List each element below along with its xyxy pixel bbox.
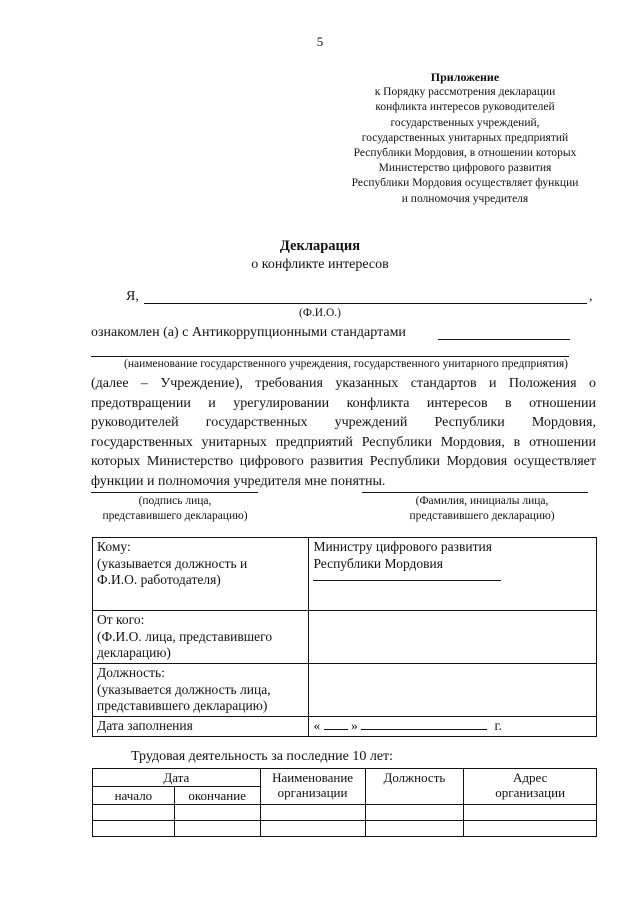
cell-text: Адрес [512,770,548,785]
standards-input-line[interactable] [438,339,570,340]
to-underline [313,572,501,581]
from-label-cell [93,611,309,664]
month-blank[interactable] [361,729,487,730]
table-cell[interactable] [464,805,597,821]
to-label-cell [93,538,309,611]
date-value-cell[interactable] [309,717,597,737]
cell-text: (Ф.И.О. лица, представившего [97,628,273,644]
cell-text: Ф.И.О. работодателя) [97,572,221,587]
table-row [93,769,597,787]
table-row [93,664,597,717]
appendix-block [330,70,600,207]
quote-open: « [313,718,321,733]
table-row [93,821,597,837]
name-initials-caption-line: (Фамилия, инициалы лица, [415,495,549,507]
signature-line[interactable] [91,492,258,493]
document-title: Декларация [279,238,361,254]
table-cell[interactable] [365,805,464,821]
cell-text: представившего декларацию) [97,698,268,713]
org-name-header-cell [260,769,365,805]
day-blank[interactable] [324,729,348,730]
appendix-line: к Порядку рассмотрения декларации [374,86,556,99]
cell-text: Республики Мордовия [313,555,443,571]
appendix-line: Министерство цифрового развития [378,162,552,175]
from-value-cell[interactable] [309,611,597,664]
cell-text: (указывается должность лица, [97,681,271,697]
table-row [93,805,597,821]
appendix-line: и полномочия учредителя [401,192,529,205]
date-label-cell: Дата заполнения [93,717,309,737]
year-suffix: г. [494,718,502,733]
institution-input-line[interactable] [91,356,569,357]
body-paragraph: (далее – Учреждение), требования указанных стандартов и Положения о предотвращении и урегулировании конфликта интересов в отношении руководителей государственных учреждений Республики Мордовия, государственных унитарных предприятий Республики Мордовия, в отношении которых Министерство цифрового развития Республики Мордовия осуществляет функции и полномочия учредителя мне понятны. [91,376,596,489]
cell-text: декларацию) [97,645,171,660]
end-header-cell: окончание [174,787,260,805]
date-header-cell: Дата [93,769,261,787]
cell-text: От кого: [97,612,145,627]
appendix-line: государственных унитарных предприятий [361,131,569,144]
cell-text: (указывается должность и [97,555,248,571]
acquainted-text: ознакомлен (а) с Антикоррупционными стандартами [91,325,406,340]
name-initials-caption-line: представившего декларацию) [409,510,555,522]
table-cell[interactable] [260,821,365,837]
table-cell[interactable] [365,821,464,837]
i-label: Я, [126,289,139,304]
appendix-line: Республики Мордовия осуществляет функции [351,177,579,190]
table-cell[interactable] [174,821,260,837]
position-value-cell[interactable] [309,664,597,717]
table-cell[interactable] [260,805,365,821]
table-cell[interactable] [174,805,260,821]
cell-text: организации [277,785,348,800]
table-row [93,717,597,737]
address-header-cell [464,769,597,805]
table-cell[interactable] [93,821,175,837]
table-cell[interactable] [93,805,175,821]
start-header-cell: начало [93,787,175,805]
appendix-line: государственных учреждений, [390,116,540,129]
appendix-line: Республики Мордовия, в отношении которых [353,147,577,160]
signature-caption-line: представившего декларацию) [102,510,248,522]
table-row [93,538,597,611]
position-label-cell [93,664,309,717]
table-cell[interactable] [464,821,597,837]
institution-caption: (наименование государственного учреждения, государственного унитарного предприятия) [124,358,568,370]
cell-text: Наименование [272,770,354,785]
name-initials-caption [382,494,582,524]
page-number: 5 [316,34,324,49]
fio-caption: (Ф.И.О.) [299,307,341,319]
document-subtitle: о конфликте интересов [251,257,389,272]
cell-text: Министру цифрового развития [313,539,492,554]
work-history-heading: Трудовая деятельность за последние 10 лет: [131,749,394,764]
work-history-table [92,768,597,837]
cell-text: Должность: [97,665,165,680]
quote-close: » [350,718,358,733]
to-value-cell[interactable] [309,538,597,611]
name-initials-line[interactable] [362,492,588,493]
signature-caption-line: (подпись лица, [138,495,212,507]
table-row [93,611,597,664]
comma: , [589,289,593,304]
declaration-form-table [92,537,597,737]
fio-input-line[interactable] [144,303,587,304]
cell-text: Кому: [97,539,131,554]
cell-text: организации [495,785,566,800]
appendix-heading: Приложение [430,70,500,84]
appendix-line: конфликта интересов руководителей [375,101,555,114]
position-header-cell: Должность [365,769,464,805]
signature-caption [84,494,266,524]
